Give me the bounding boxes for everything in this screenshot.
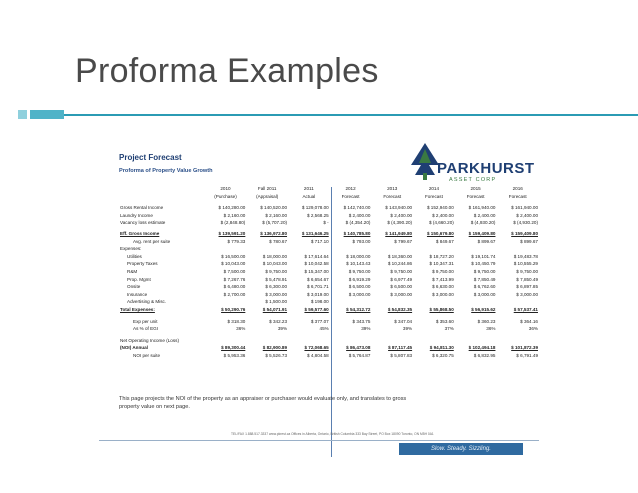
doc-heading: Project Forecast <box>119 153 182 162</box>
cell-value: $ 136,972.80 <box>260 230 288 236</box>
cell-value: $ 9,750.00 <box>265 268 288 274</box>
cell-value: $ 89,300.44 <box>221 345 246 351</box>
row-label: R&M <box>127 268 138 274</box>
cell-value: $ 57,537.41 <box>513 306 538 312</box>
accent-square <box>30 110 64 119</box>
cell-value: $ (2,848.80) <box>220 220 246 226</box>
row-label: Eff. Gross Income <box>120 230 160 236</box>
cell-value: $ 9,750.00 <box>348 268 371 274</box>
cell-value: $ 55,868.50 <box>429 306 454 312</box>
cell-value: $ 899.67 <box>477 238 496 244</box>
cell-value <box>330 245 372 253</box>
cell-value: $ (4,660.20) <box>429 220 454 226</box>
row-label: As % of EGI <box>133 326 159 332</box>
cell-value: $ 9,750.00 <box>432 268 454 274</box>
cell-value: $ 2,400.00 <box>348 212 371 218</box>
cell-value: $ 19,483.78 <box>513 253 538 259</box>
cell-value <box>288 245 330 253</box>
row-label: Property Taxes <box>127 261 158 267</box>
cell-value: $ 10,042.58 <box>304 261 329 267</box>
cell-value: $ 3,000.00 <box>432 291 454 297</box>
cell-value: $ 59,577.60 <box>304 306 329 312</box>
cell-value: $ (4,930.20) <box>470 220 496 226</box>
cell-value: $ 6,897.85 <box>516 284 538 290</box>
cell-value: $ 94,811.30 <box>429 345 454 351</box>
cell-value: $ 16,500.00 <box>221 253 246 259</box>
cell-value: $ 6,300.00 <box>265 284 288 290</box>
cell-value: $ 3,000.00 <box>390 291 413 297</box>
cell-value <box>288 337 330 345</box>
cell-value: $ 142,740.00 <box>343 205 371 211</box>
cell-value: $ 318.30 <box>227 318 246 324</box>
col-kind: Forecast <box>466 193 485 199</box>
table-row <box>119 298 539 306</box>
cell-value: $ 141,949.80 <box>385 230 413 236</box>
cell-value: $ 87,117.45 <box>388 345 413 351</box>
row-label: Onsite <box>127 284 141 290</box>
cell-value: $ 353.60 <box>435 318 454 324</box>
cell-value: $ 6,480.00 <box>223 284 246 290</box>
cell-value: $ 779.33 <box>227 238 246 244</box>
cell-value <box>330 298 372 306</box>
table-row <box>119 337 539 345</box>
cell-value: $ 3,000.00 <box>516 291 538 297</box>
cell-value: $ 6,500.00 <box>348 284 371 290</box>
cell-value: 36% <box>236 326 246 332</box>
cell-value: $ 6,500.00 <box>390 284 413 290</box>
table-row <box>119 268 539 276</box>
logo-subtitle: ASSET CORP <box>449 177 497 183</box>
cell-value: $ 6,919.29 <box>348 276 371 282</box>
row-label: Avg. rent per suite <box>133 238 171 244</box>
cell-value: $ 54,832.35 <box>387 306 413 312</box>
table-row <box>119 291 539 299</box>
cell-value: $ 799.67 <box>394 238 413 244</box>
row-label: Expenses: <box>120 246 142 252</box>
cell-value <box>371 337 413 345</box>
doc-subheading: Proforma of Property Value Growth <box>119 168 213 174</box>
cell-value: $ 10,555.29 <box>513 261 538 267</box>
cell-value: $ (4,930.20) <box>513 220 538 226</box>
cell-value <box>455 337 497 345</box>
cell-value: $ 6,630.00 <box>432 284 454 290</box>
header-year-row <box>119 185 539 193</box>
cell-value: $ 129,078.00 <box>301 205 329 211</box>
row-label: Net Operating Income (Loss) <box>120 337 179 343</box>
cell-value: 39% <box>402 326 413 332</box>
cell-value: $ 17,614.64 <box>304 253 329 259</box>
cell-value: $ 86,473.08 <box>346 345 371 351</box>
cell-value: $ 7,850.49 <box>516 276 538 282</box>
cell-value <box>413 337 455 345</box>
cell-value <box>246 245 288 253</box>
cell-value: $ 343.75 <box>352 318 371 324</box>
table-row <box>119 238 539 246</box>
cell-value: $ 54,312.72 <box>346 306 371 312</box>
row-label: Insurance <box>127 291 148 297</box>
col-year: 2010 <box>220 186 231 191</box>
table-row <box>119 204 539 212</box>
slogan-banner: Slow. Steady. Sizzling. <box>399 443 523 455</box>
cell-value: $ (4,354.20) <box>345 220 371 226</box>
cell-value: $ 10,244.86 <box>387 261 413 267</box>
cell-value <box>205 298 247 306</box>
table-row <box>119 325 539 333</box>
cell-value <box>246 337 288 345</box>
table-row <box>119 352 539 360</box>
table-row <box>119 306 539 314</box>
cell-value: $ 360.23 <box>477 318 496 324</box>
cell-value: $ 159,409.80 <box>468 230 496 236</box>
cell-value: $ 19,101.74 <box>471 253 496 259</box>
col-year: 2014 <box>428 186 440 191</box>
cell-value: $ 198.00 <box>310 299 329 305</box>
table-row <box>119 230 539 238</box>
row-label: Total Expenses: <box>120 306 155 312</box>
cell-value <box>371 298 413 306</box>
cell-value: $ 5,526.73 <box>265 352 288 358</box>
cell-value <box>413 298 455 306</box>
cell-value: $ 159,409.80 <box>511 230 538 236</box>
table-row <box>119 212 539 220</box>
cell-value: $ 6,791.49 <box>516 352 538 358</box>
cell-value: $ 82,900.89 <box>262 345 288 351</box>
cell-value: $ 377.07 <box>310 318 329 324</box>
cell-value: $ 5,764.87 <box>348 352 371 358</box>
cell-value: $ 18,727.20 <box>429 253 454 259</box>
col-year: 2011 <box>303 186 314 191</box>
row-label: Vacancy loss estimate <box>120 220 166 226</box>
table-row <box>119 344 539 352</box>
forecast-document <box>99 137 539 475</box>
cell-value: $ 18,000.00 <box>346 253 371 259</box>
footer-divider <box>99 440 539 441</box>
cell-value: $ 9,750.00 <box>473 268 496 274</box>
cell-value: 36% <box>528 326 538 332</box>
cell-value: 37% <box>444 326 454 332</box>
cell-value: $ 6,832.95 <box>473 352 496 358</box>
cell-value <box>496 337 539 345</box>
table-row <box>119 276 539 284</box>
cell-value: $ 152,940.00 <box>426 205 454 211</box>
cell-value: $ 3,000.00 <box>265 291 288 297</box>
cell-value: $ 5,953.36 <box>223 352 246 358</box>
cell-value: $ 161,940.00 <box>468 205 496 211</box>
col-kind: Actual <box>302 193 316 199</box>
cell-value: $ 2,160.00 <box>265 212 288 218</box>
cell-value: $ 342.23 <box>269 318 288 324</box>
cell-value: 36% <box>486 326 496 332</box>
cell-value: $ 161,940.00 <box>511 205 538 211</box>
cell-value: $ 10,043.00 <box>221 261 246 267</box>
col-year: 2012 <box>345 186 356 191</box>
cell-value: $ 899.67 <box>520 238 538 244</box>
row-label: Advertising & Misc. <box>127 299 167 305</box>
cell-value: $ 7,850.49 <box>473 276 496 282</box>
cell-value: $ - <box>323 220 329 226</box>
row-label: Exp per unit <box>133 318 158 324</box>
cell-value: $ 131,646.25 <box>301 230 329 236</box>
col-year: 2016 <box>512 186 523 191</box>
cell-value: $ 5,478.91 <box>265 276 288 282</box>
cell-value: $ 6,762.60 <box>473 284 496 290</box>
cell-value <box>371 245 413 253</box>
cell-value <box>413 245 455 253</box>
cell-value: 39% <box>361 326 371 332</box>
col-year: Fall 2011 <box>257 186 277 191</box>
cell-value: $ 18,360.00 <box>387 253 413 259</box>
cell-value: $ (5,707.20) <box>262 220 288 226</box>
title-underline <box>64 114 638 116</box>
col-year: 2015 <box>470 186 481 191</box>
cell-value: $ 140,520.00 <box>260 205 288 211</box>
cell-value <box>330 337 372 345</box>
table-row <box>119 245 539 253</box>
cell-value: $ (4,390.20) <box>387 220 413 226</box>
col-kind: Forecast <box>425 193 443 199</box>
cell-value: $ 56,915.62 <box>471 306 496 312</box>
cell-value: $ 3,000.00 <box>348 291 371 297</box>
col-kind: Forecast <box>341 193 360 199</box>
cell-value: $ 10,450.79 <box>471 261 496 267</box>
cell-value: $ 5,807.83 <box>390 352 413 358</box>
logo-name: PARKHURST <box>437 160 535 177</box>
cell-value: 39% <box>277 326 288 332</box>
header-kind-row <box>119 193 539 201</box>
cell-value: $ 10,043.00 <box>262 261 288 267</box>
col-kind: (Appraisal) <box>256 193 279 199</box>
cell-value: $ 2,160.00 <box>223 212 246 218</box>
cell-value: $ 101,872.39 <box>511 345 538 351</box>
cell-value: $ 6,654.67 <box>307 276 329 282</box>
cell-value: $ 150,679.80 <box>426 230 454 236</box>
table-row <box>119 253 539 261</box>
table-row <box>119 283 539 291</box>
cell-value: $ 3,019.00 <box>307 291 329 297</box>
cell-value: $ 143,940.00 <box>385 205 413 211</box>
cell-value: $ 2,400.00 <box>432 212 454 218</box>
col-kind: Forecast <box>383 193 402 199</box>
table-row <box>119 219 539 227</box>
cell-value: $ 1,500.00 <box>265 299 288 305</box>
row-label: Utilities <box>127 253 142 259</box>
cell-value: $ 717.10 <box>310 238 329 244</box>
cell-value: $ 7,267.76 <box>223 276 246 282</box>
cell-value: $ 4,804.58 <box>307 352 329 358</box>
cell-value: $ 9,750.00 <box>390 268 413 274</box>
cell-value: $ 2,700.00 <box>223 291 246 297</box>
col-year: 2013 <box>387 186 398 191</box>
cell-value: $ 2,400.00 <box>473 212 496 218</box>
doc-footer: TEL/FAX 1.888.517.3337 www.pkrest.ca Offices in Alberta, Ontario, British Columbia 333 Bay Street, PO Box 18090 Toronto, ON M5H 0A1 <box>231 432 434 436</box>
table-row <box>119 260 539 268</box>
row-label: Laundry Income <box>120 212 153 218</box>
cell-value: $ 2,568.25 <box>307 212 329 218</box>
cell-value: $ 7,413.99 <box>432 276 454 282</box>
cell-value: $ 780.67 <box>269 238 288 244</box>
cell-value: $ 849.67 <box>435 238 454 244</box>
doc-note: This page projects the NOI of the property as an appraiser or purchaser would evaluate only, and translates to gross property value on next page. <box>119 396 407 410</box>
cell-value: $ 347.04 <box>394 318 413 324</box>
col-kind: (Purchase) <box>214 193 237 199</box>
cell-value: $ 7,500.00 <box>223 268 246 274</box>
cell-value: $ 793.00 <box>352 238 371 244</box>
accent-square-light <box>18 110 27 119</box>
cell-value: $ 72,068.65 <box>304 345 329 351</box>
cell-value <box>496 245 539 253</box>
cell-value: $ 139,591.20 <box>218 230 246 236</box>
cell-value <box>205 337 247 345</box>
cell-value: $ 9,750.00 <box>516 268 538 274</box>
cell-value <box>496 298 539 306</box>
cell-value: $ 10,347.31 <box>429 261 454 267</box>
cell-value: $ 2,400.00 <box>516 212 538 218</box>
slide-title: Proforma Examples <box>75 52 379 90</box>
cell-value: $ 54,071.91 <box>262 306 288 312</box>
cell-value: $ 6,701.71 <box>307 284 329 290</box>
cell-value <box>455 245 497 253</box>
cell-value: 45% <box>319 326 329 332</box>
cell-value: $ 15,347.00 <box>304 268 329 274</box>
forecast-table <box>119 185 539 359</box>
cell-value <box>455 298 497 306</box>
cell-value: $ 6,977.49 <box>390 276 413 282</box>
cell-value: $ 18,000.00 <box>262 253 288 259</box>
cell-value: $ 364.16 <box>520 318 538 324</box>
cell-value: $ 140,785.80 <box>343 230 371 236</box>
cell-value <box>205 245 247 253</box>
cell-value: $ 2,400.00 <box>390 212 413 218</box>
cell-value: $ 140,280.00 <box>218 205 246 211</box>
table-row <box>119 318 539 326</box>
col-kind: Forecast <box>508 193 527 199</box>
row-label: NOI per suite <box>133 352 161 358</box>
cell-value: $ 6,320.75 <box>432 352 454 358</box>
row-label: (NOI) Annual <box>120 345 148 351</box>
row-label: Gross Rental Income <box>120 205 164 211</box>
cell-value: $ 10,143.43 <box>346 261 371 267</box>
cell-value: $ 102,494.18 <box>468 345 496 351</box>
cell-value: $ 50,290.76 <box>221 306 246 312</box>
cell-value: $ 3,000.00 <box>473 291 496 297</box>
row-label: Prop. Mgmt <box>127 276 151 282</box>
